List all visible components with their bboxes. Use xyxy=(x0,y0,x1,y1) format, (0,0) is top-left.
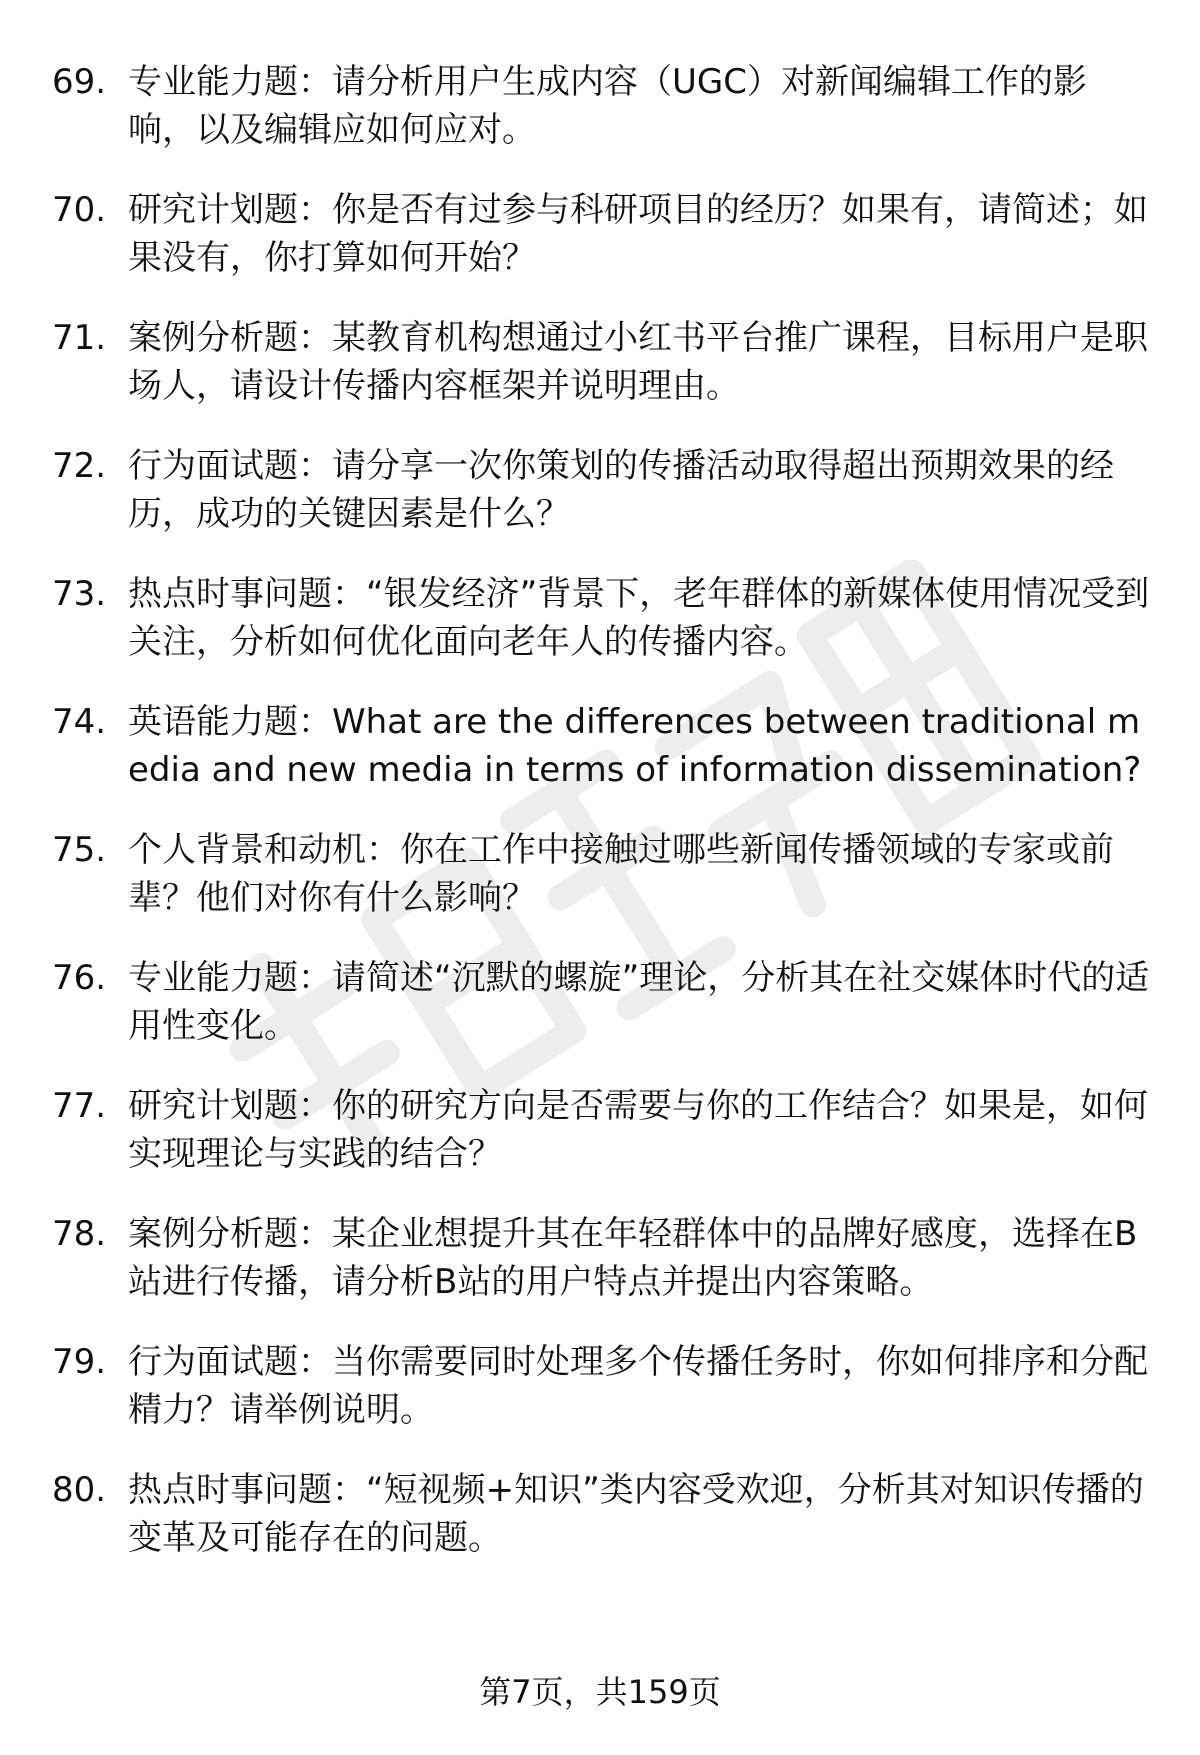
question-number: 72. xyxy=(52,446,107,486)
question-item xyxy=(52,58,1152,154)
question-text: 案例分析题：某教育机构想通过小红书平台推广课程，目标用户是职场人，请设计传播内容框架并说明理由。 xyxy=(128,318,1148,406)
question-text: 专业能力题：请分析用户生成内容（UGC）对新闻编辑工作的影响，以及编辑应如何应对。 xyxy=(128,62,1087,150)
question-number: 78. xyxy=(52,1214,107,1254)
question-text: 热点时事问题：“银发经济”背景下，老年群体的新媒体使用情况受到关注，分析如何优化面向老年人的传播内容。 xyxy=(128,574,1150,662)
page-footer xyxy=(0,1670,1200,1714)
question-text: 研究计划题：你的研究方向是否需要与你的工作结合？如果是，如何实现理论与实践的结合？ xyxy=(128,1086,1148,1174)
question-number: 69. xyxy=(52,62,107,102)
question-text: 热点时事问题：“短视频+知识”类内容受欢迎，分析其对知识传播的变革及可能存在的问题。 xyxy=(128,1470,1144,1558)
question-text: 案例分析题：某企业想提升其在年轻群体中的品牌好感度，选择在B站进行传播，请分析B站的用户特点并提出内容策略。 xyxy=(128,1214,1138,1302)
question-text: 行为面试题：当你需要同时处理多个传播任务时，你如何排序和分配精力？请举例说明。 xyxy=(128,1342,1148,1430)
question-item xyxy=(52,1466,1152,1562)
question-number: 80. xyxy=(52,1470,107,1510)
question-list xyxy=(52,58,1152,1594)
question-number: 70. xyxy=(52,190,107,230)
question-item xyxy=(52,826,1152,922)
question-number: 71. xyxy=(52,318,107,358)
question-item xyxy=(52,314,1152,410)
question-number: 77. xyxy=(52,1086,107,1126)
question-number: 76. xyxy=(52,958,107,998)
question-number: 75. xyxy=(52,830,107,870)
question-number: 79. xyxy=(52,1342,107,1382)
question-number: 73. xyxy=(52,574,107,614)
question-item xyxy=(52,1338,1152,1434)
question-text: 英语能力题：What are the differences between traditional media and new media in terms of information dissemination? xyxy=(128,702,1142,790)
question-item xyxy=(52,442,1152,538)
page-number-label: 第7页，共159页 xyxy=(479,1673,721,1711)
question-text: 研究计划题：你是否有过参与科研项目的经历？如果有，请简述；如果没有，你打算如何开始？ xyxy=(128,190,1148,278)
question-text: 个人背景和动机：你在工作中接触过哪些新闻传播领域的专家或前辈？他们对你有什么影响？ xyxy=(128,830,1114,918)
question-item xyxy=(52,698,1152,794)
question-item xyxy=(52,1082,1152,1178)
question-item xyxy=(52,186,1152,282)
question-item xyxy=(52,570,1152,666)
question-item xyxy=(52,1210,1152,1306)
question-number: 74. xyxy=(52,702,107,742)
question-text: 专业能力题：请简述“沉默的螺旋”理论，分析其在社交媒体时代的适用性变化。 xyxy=(128,958,1150,1046)
question-text: 行为面试题：请分享一次你策划的传播活动取得超出预期效果的经历，成功的关键因素是什么？ xyxy=(128,446,1114,534)
question-item xyxy=(52,954,1152,1050)
